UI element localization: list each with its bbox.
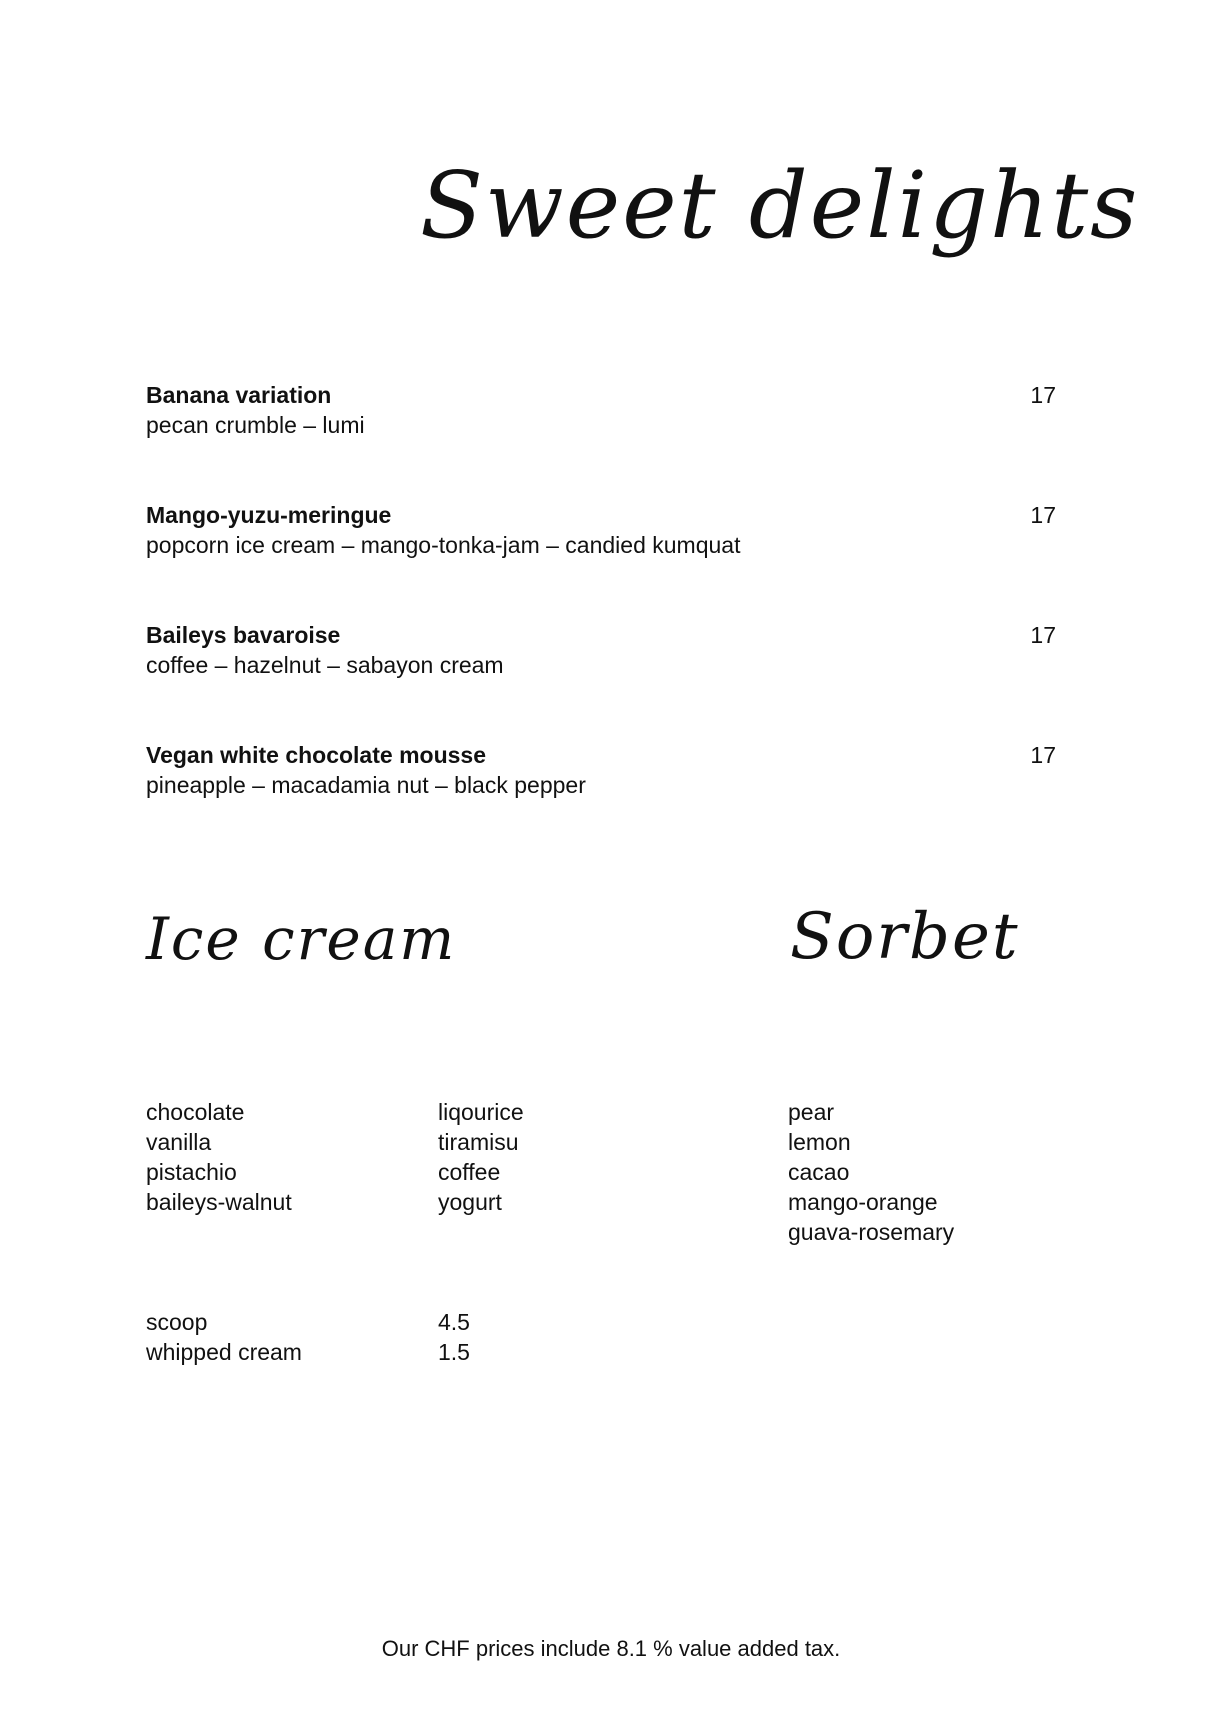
pricing-label: scoop: [146, 1309, 208, 1335]
pricing-values: [438, 1307, 470, 1367]
menu-item: [146, 380, 1056, 440]
section-title-ice-cream: Ice cream: [146, 905, 457, 973]
dish-price: 17: [1030, 502, 1056, 528]
list-item: baileys-walnut: [146, 1189, 292, 1215]
sorbet-list: [788, 1097, 954, 1247]
list-item: tiramisu: [438, 1129, 519, 1155]
footer-note: Our CHF prices include 8.1 % value added tax.: [381, 1636, 841, 1661]
dish-description: pineapple – macadamia nut – black pepper: [146, 772, 586, 798]
list-item: guava-rosemary: [788, 1219, 955, 1245]
pricing-label: whipped cream: [146, 1339, 302, 1365]
list-item: cacao: [788, 1159, 850, 1185]
ice-cream-list-1: [146, 1097, 292, 1217]
list-item: pear: [788, 1099, 835, 1125]
dish-description: coffee – hazelnut – sabayon cream: [146, 652, 504, 678]
menu-item: [146, 500, 1056, 560]
pricing-value: 4.5: [438, 1309, 470, 1335]
list-item: chocolate: [146, 1099, 245, 1125]
dish-price: 17: [1030, 622, 1056, 648]
dish-name: Banana variation: [146, 382, 332, 408]
pricing-value: 1.5: [438, 1339, 470, 1365]
dish-name: Vegan white chocolate mousse: [146, 742, 486, 768]
dish-name: Baileys bavaroise: [146, 622, 341, 648]
section-title-sorbet: Sorbet: [790, 900, 1020, 974]
list-item: pistachio: [146, 1159, 237, 1185]
list-item: mango-orange: [788, 1189, 938, 1215]
section-title-sweet-delights: Sweet delights: [420, 152, 1140, 259]
dish-price: 17: [1030, 382, 1056, 408]
dish-price: 17: [1030, 742, 1056, 768]
list-item: liqourice: [438, 1099, 524, 1125]
list-item: lemon: [788, 1129, 851, 1155]
pricing-labels: [146, 1307, 302, 1367]
menu-item: [146, 740, 1056, 800]
menu-item: [146, 620, 1056, 680]
list-item: vanilla: [146, 1129, 212, 1155]
dish-description: pecan crumble – lumi: [146, 412, 365, 438]
dish-name: Mango-yuzu-meringue: [146, 502, 392, 528]
ice-cream-list-2: [438, 1097, 524, 1217]
list-item: yogurt: [438, 1189, 502, 1215]
dish-description: popcorn ice cream – mango-tonka-jam – candied kumquat: [146, 532, 741, 558]
list-item: coffee: [438, 1159, 501, 1185]
